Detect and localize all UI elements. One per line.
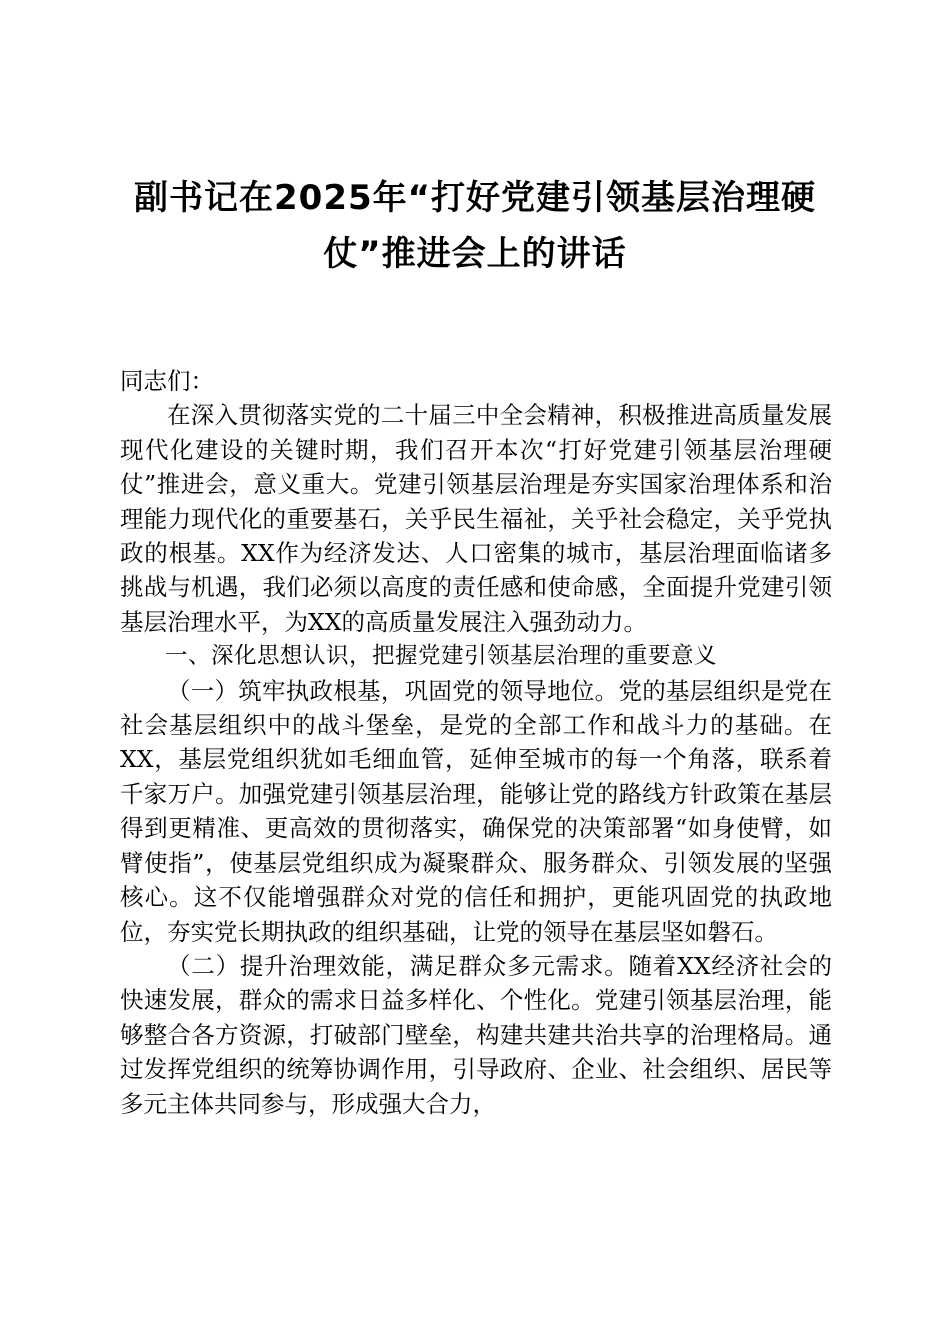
salutation: 同志们： xyxy=(120,367,214,395)
document-title xyxy=(100,170,850,282)
subsection-2-text: 随着XX经济社会的快速发展，群众的需求日益多样化、个性化。党建引领基层治理，能够整合各方资源，打破部门壁垒，构建共建共治共享的治理格局。通过发挥党组织的统筹协调作用，引导政府、企业、社会组织、居民等多元主体共同参与，形成强大合力， xyxy=(120,951,833,1118)
subsection-1-heading: （一）筑牢执政根基，巩固党的领导地位。 xyxy=(167,676,619,705)
title-line-1: 副书记在2025年“打好党建引领基层治理硬 xyxy=(134,178,816,218)
section-1-heading: 一、深化思想认识，把握党建引领基层治理的重要意义 xyxy=(165,643,718,670)
document-body xyxy=(120,364,832,1121)
subsection-2-paragraph xyxy=(120,949,832,1121)
intro-paragraph: 在深入贯彻落实党的二十届三中全会精神，积极推进高质量发展现代化建设的关键时期，我们召开本次“打好党建引领基层治理硬仗”推进会，意义重大。党建引领基层治理是夯实国家治理体系和治理能力现代化的重要基石，关乎民生福祉，关乎社会稳定，关乎党执政的根基。XX作为经济发达、人口密集的城市，基层治理面临诸多挑战与机遇，我们必须以高度的责任感和使命感，全面提升党建引领基层治理水平，为XX的高质量发展注入强劲动力。 xyxy=(120,401,832,636)
subsection-1-text: 党的基层组织是党在社会基层组织中的战斗堡垒，是党的全部工作和战斗力的基础。在XX，基层党组织犹如毛细血管，延伸至城市的每一个角落，联系着千家万户。加强党建引领基层治理，能够让党的路线方针政策在基层得到更精准、更高效的贯彻落实，确保党的决策部署“如身使臂，如臂使指”，使基层党组织成为凝聚群众、服务群众、引领发展的坚强核心。这不仅能增强群众对党的信任和拥护，更能巩固党的执政地位，夯实党长期执政的组织基础，让党的领导在基层坚如磐石。 xyxy=(120,676,833,946)
subsection-2-heading: （二）提升治理效能，满足群众多元需求。 xyxy=(167,951,629,980)
title-line-2: 仗”推进会上的讲话 xyxy=(323,234,627,274)
subsection-1-paragraph xyxy=(120,674,832,949)
